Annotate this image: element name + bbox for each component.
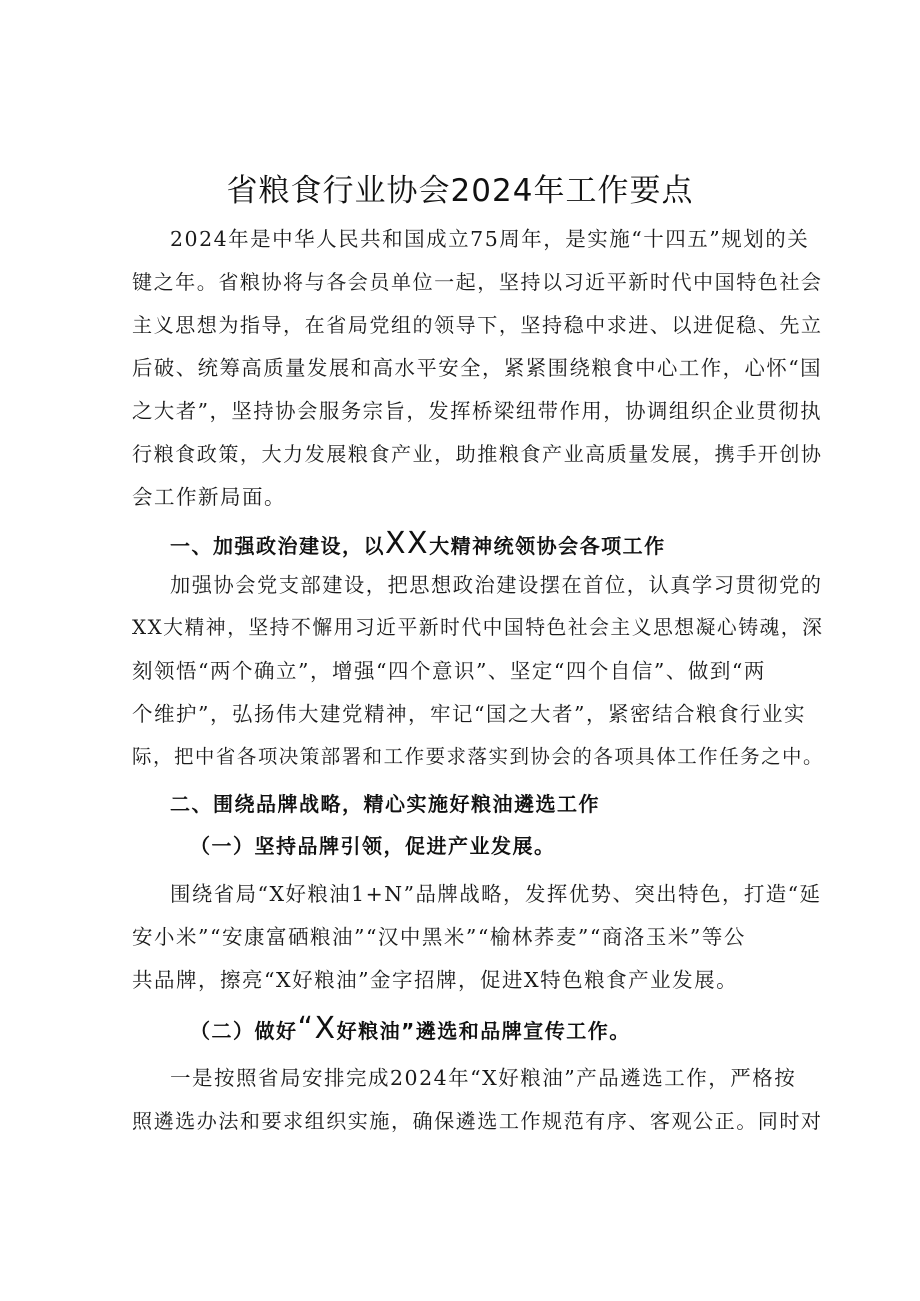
intro-line: 键之年。省粮协将与各会员单位一起，坚持以习近平新时代中国特色社会 xyxy=(132,270,823,294)
section-1-line: XX大精神，坚持不懈用习近平新时代中国特色社会主义思想凝心铸魂，深 xyxy=(132,616,824,639)
section-1-line: 刻领悟“两个确立”，增强“四个意识”、坚定“四个自信”、做到“两 xyxy=(132,659,766,683)
intro-line: 主义思想为指导，在省局党组的领导下，坚持稳中求进、以进促稳、先立 xyxy=(132,313,823,337)
subsection-1-heading: （一）坚持品牌引领，促进产业发展。 xyxy=(190,834,556,858)
subsection-2-heading-big: “X xyxy=(297,1011,337,1046)
section-1-line: 个维护”，弘扬伟大建党精神，牢记“国之大者”，紧密结合粮食行业实 xyxy=(132,702,806,726)
section-1-heading-prefix: 一、加强政治建设，以 xyxy=(170,534,385,558)
subsection-1-line: 围绕省局“X好粮油1+N”品牌战略，发挥优势、突出特色，打造“延 xyxy=(170,882,822,906)
subsection-2-line: 照遴选办法和要求组织实施，确保遴选工作规范有序、客观公正。同时对 xyxy=(132,1109,823,1133)
intro-line: 行粮食政策，大力发展粮食产业，助推粮食产业高质量发展，携手开创协 xyxy=(132,442,823,466)
subsection-1-line: 安小米”“安康富硒粮油”“汉中黑米”“榆林荞麦”“商洛玉米”等公 xyxy=(132,925,746,949)
intro-line: 之大者”，坚持协会服务宗旨，发挥桥梁纽带作用，协调组织企业贯彻执 xyxy=(132,399,823,423)
section-1-line: 加强协会党支部建设，把思想政治建设摆在首位，认真学习贯彻党的 xyxy=(170,573,823,597)
section-1-heading-big: XX xyxy=(385,526,430,561)
section-2-heading: 二、围绕品牌战略，精心实施好粮油遴选工作 xyxy=(170,792,600,816)
subsection-2-heading-suffix: 好粮油”遴选和品牌宣传工作。 xyxy=(336,1019,631,1043)
subsection-2-heading-prefix: （二）做好 xyxy=(190,1019,298,1043)
intro-line: 会工作新局面。 xyxy=(132,485,286,509)
subsection-1-line: 共品牌，擦亮“X好粮油”金字招牌，促进X特色粮食产业发展。 xyxy=(132,968,739,992)
subsection-2-heading xyxy=(190,1011,631,1046)
section-1-heading-suffix: 大精神统领协会各项工作 xyxy=(429,534,666,558)
intro-line: 2024年是中华人民共和国成立75周年，是实施“十四五”规划的关 xyxy=(170,227,810,251)
document-title: 省粮食行业协会2024年工作要点 xyxy=(226,173,694,209)
section-1-heading xyxy=(170,526,666,561)
section-1-line: 际，把中省各项决策部署和工作要求落实到协会的各项具体工作任务之中。 xyxy=(132,745,824,768)
intro-line: 后破、统筹高质量发展和高水平安全，紧紧围绕粮食中心工作，心怀“国 xyxy=(132,356,823,380)
subsection-2-line: 一是按照省局安排完成2024年“X好粮油”产品遴选工作，严格按 xyxy=(170,1066,797,1090)
